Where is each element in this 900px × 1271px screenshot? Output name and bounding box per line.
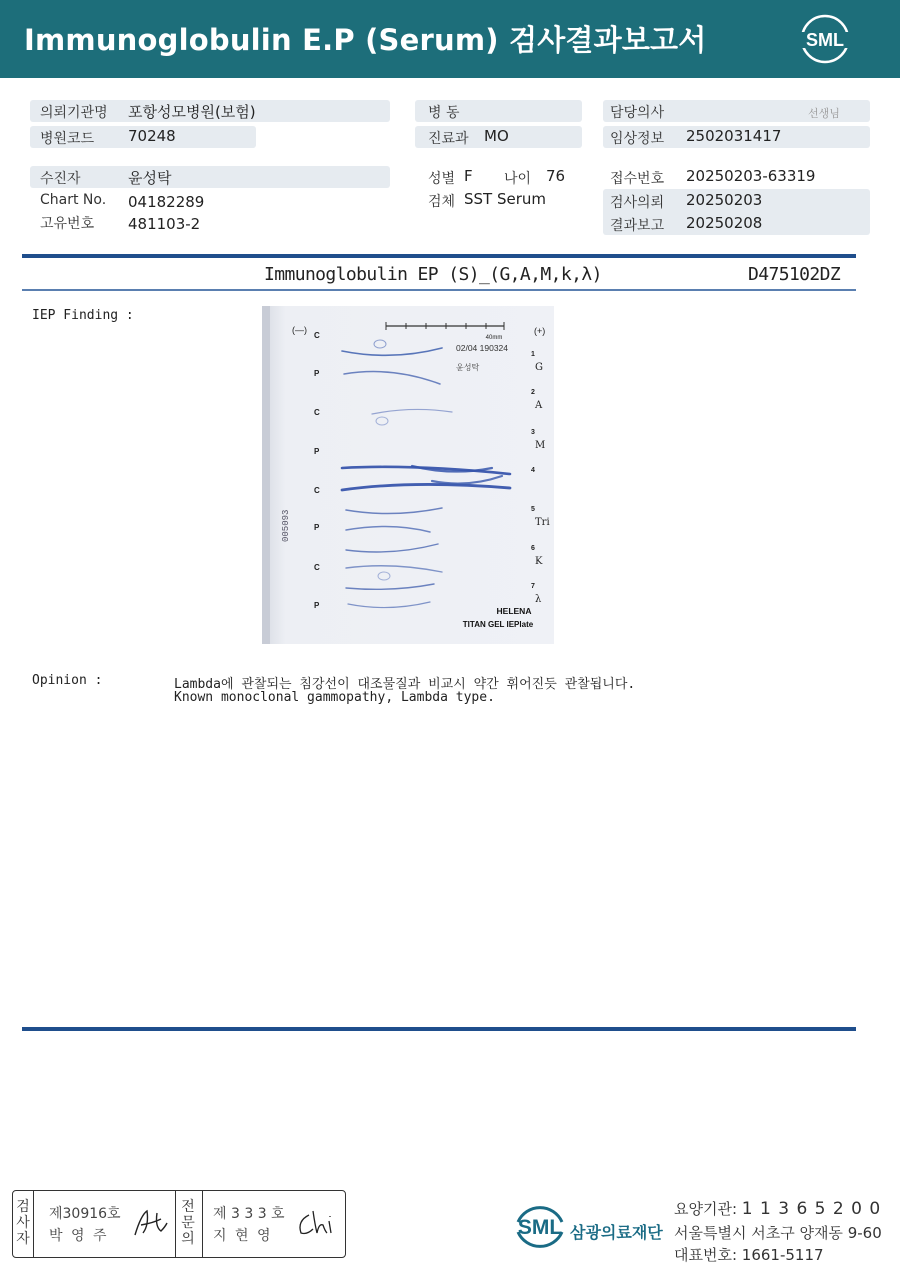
iep-finding-label: IEP Finding : (32, 308, 134, 323)
test-code: D475102DZ (748, 264, 841, 285)
receipt-value: 20250203-63319 (686, 167, 816, 185)
patient-name-field (30, 166, 390, 188)
tester-name: 박 영 주 (49, 1228, 109, 1244)
specimen-label: 검체 (428, 194, 456, 210)
tester-license-no: 제30916호 (49, 1206, 121, 1222)
iep-gel-image (262, 306, 554, 644)
bottom-rule (22, 1027, 856, 1031)
gel-lane-number: 3 (531, 429, 535, 436)
patient-name-value: 윤성탁 (128, 169, 172, 187)
tester-vertical-label: 검 사 자 (16, 1199, 30, 1247)
gel-lane-number: 5 (531, 506, 535, 513)
doctor-label: 담당의사 (610, 105, 665, 121)
gel-well-label: C (314, 486, 320, 495)
sex-value: F (464, 167, 473, 185)
hospital-code-label: 병원코드 (40, 131, 95, 147)
expert-name: 지 현 영 (213, 1228, 273, 1244)
opinion-line-2: Known monoclonal gammopathy, Lambda type. (174, 690, 495, 705)
signature-box (12, 1190, 346, 1258)
svg-text:SML: SML (806, 30, 844, 50)
sex-label: 성별 (428, 171, 456, 187)
patient-name-label: 수진자 (40, 171, 81, 187)
test-title: Immunoglobulin EP (S)_(G,A,M,k,λ) (264, 264, 602, 285)
request-label: 검사의뢰 (610, 195, 665, 211)
foundation-phone: 대표번호: 1661-5117 (674, 1246, 824, 1264)
report-header (0, 0, 900, 78)
gel-well-label: P (314, 601, 320, 610)
gel-side-code: 005093 (281, 509, 291, 542)
minus-electrode-label: (—) (292, 325, 307, 335)
gel-lane-number: 1 (531, 351, 535, 358)
gel-lane-number: 4 (531, 467, 535, 474)
gel-lane-antiserum: Tri (535, 517, 550, 528)
age-value: 76 (546, 167, 566, 185)
tester-signature (131, 1205, 171, 1241)
gel-lane-antiserum: A (535, 400, 543, 411)
foundation-name: 삼광의료재단 (570, 1223, 663, 1242)
expert-vertical-label: 전 문 의 (181, 1199, 195, 1247)
svg-text:40mm: 40mm (485, 335, 503, 341)
svg-text:SML: SML (517, 1216, 563, 1239)
top-rule-thin (22, 289, 856, 291)
gel-lane-antiserum: G (535, 362, 543, 373)
department-label: 진료과 (428, 131, 469, 147)
gel-well-label: P (314, 523, 320, 532)
gel-lane-number: 7 (531, 583, 535, 590)
age-label: 나이 (504, 171, 532, 187)
request-value: 20250203 (686, 191, 763, 209)
gel-well-label: C (314, 331, 320, 340)
report-value: 20250208 (686, 214, 763, 232)
unique-no-value: 481103-2 (128, 215, 201, 233)
clinical-label: 임상정보 (610, 131, 665, 147)
gel-lane-antiserum: M (535, 440, 546, 451)
report-label: 결과보고 (610, 218, 665, 234)
expert-signature (293, 1205, 337, 1241)
gel-patient-name: 윤성탁 (456, 363, 480, 372)
unique-no-label: 고유번호 (40, 216, 95, 232)
opinion-label: Opinion : (32, 673, 103, 688)
chart-no-value: 04182289 (128, 193, 205, 211)
hospital-code-value: 70248 (128, 127, 176, 145)
plus-electrode-label: (+) (534, 326, 546, 336)
gel-lane-antiserum: K (535, 556, 543, 567)
gel-lane-number: 6 (531, 545, 535, 552)
specimen-value: SST Serum (464, 190, 547, 208)
gel-well-label: P (314, 369, 320, 378)
ward-label: 병 동 (428, 105, 460, 121)
department-value: MO (484, 127, 509, 145)
institution-value: 포항성모병원(보험) (128, 103, 256, 121)
expert-license-no: 제 3 3 3 호 (213, 1206, 285, 1222)
institution-label: 의뢰기관명 (40, 105, 108, 121)
receipt-label: 접수번호 (610, 171, 665, 187)
sml-logo (798, 12, 852, 66)
gel-brand-sub: TITAN GEL IEPlate (462, 620, 534, 629)
gel-well-label: P (314, 447, 320, 456)
top-rule-thick (22, 254, 856, 258)
opinion-line-1: Lambda에 관찰되는 침강선이 대조물질과 비교시 약간 휘어진듯 관찰됩니다. (174, 677, 636, 692)
clinical-value: 2502031417 (686, 127, 782, 145)
chart-no-label: Chart No. (40, 192, 107, 208)
report-title: Immunoglobulin E.P (Serum) 검사결과보고서 (24, 23, 707, 57)
gel-well-label: C (314, 563, 320, 572)
gel-lane-number: 2 (531, 389, 535, 396)
doctor-suffix: 선생님 (808, 107, 840, 120)
foundation-logo (510, 1200, 570, 1254)
gel-lane-antiserum: λ (535, 594, 542, 605)
gel-stamp: 02/04 190324 (456, 343, 508, 353)
gel-well-label: C (314, 408, 320, 417)
foundation-address: 서울특별시 서초구 양재동 9-60 (674, 1224, 882, 1242)
gel-brand: HELENA (496, 606, 532, 616)
institution-code: 요양기관: 1 1 3 6 5 2 0 0 (674, 1199, 882, 1219)
